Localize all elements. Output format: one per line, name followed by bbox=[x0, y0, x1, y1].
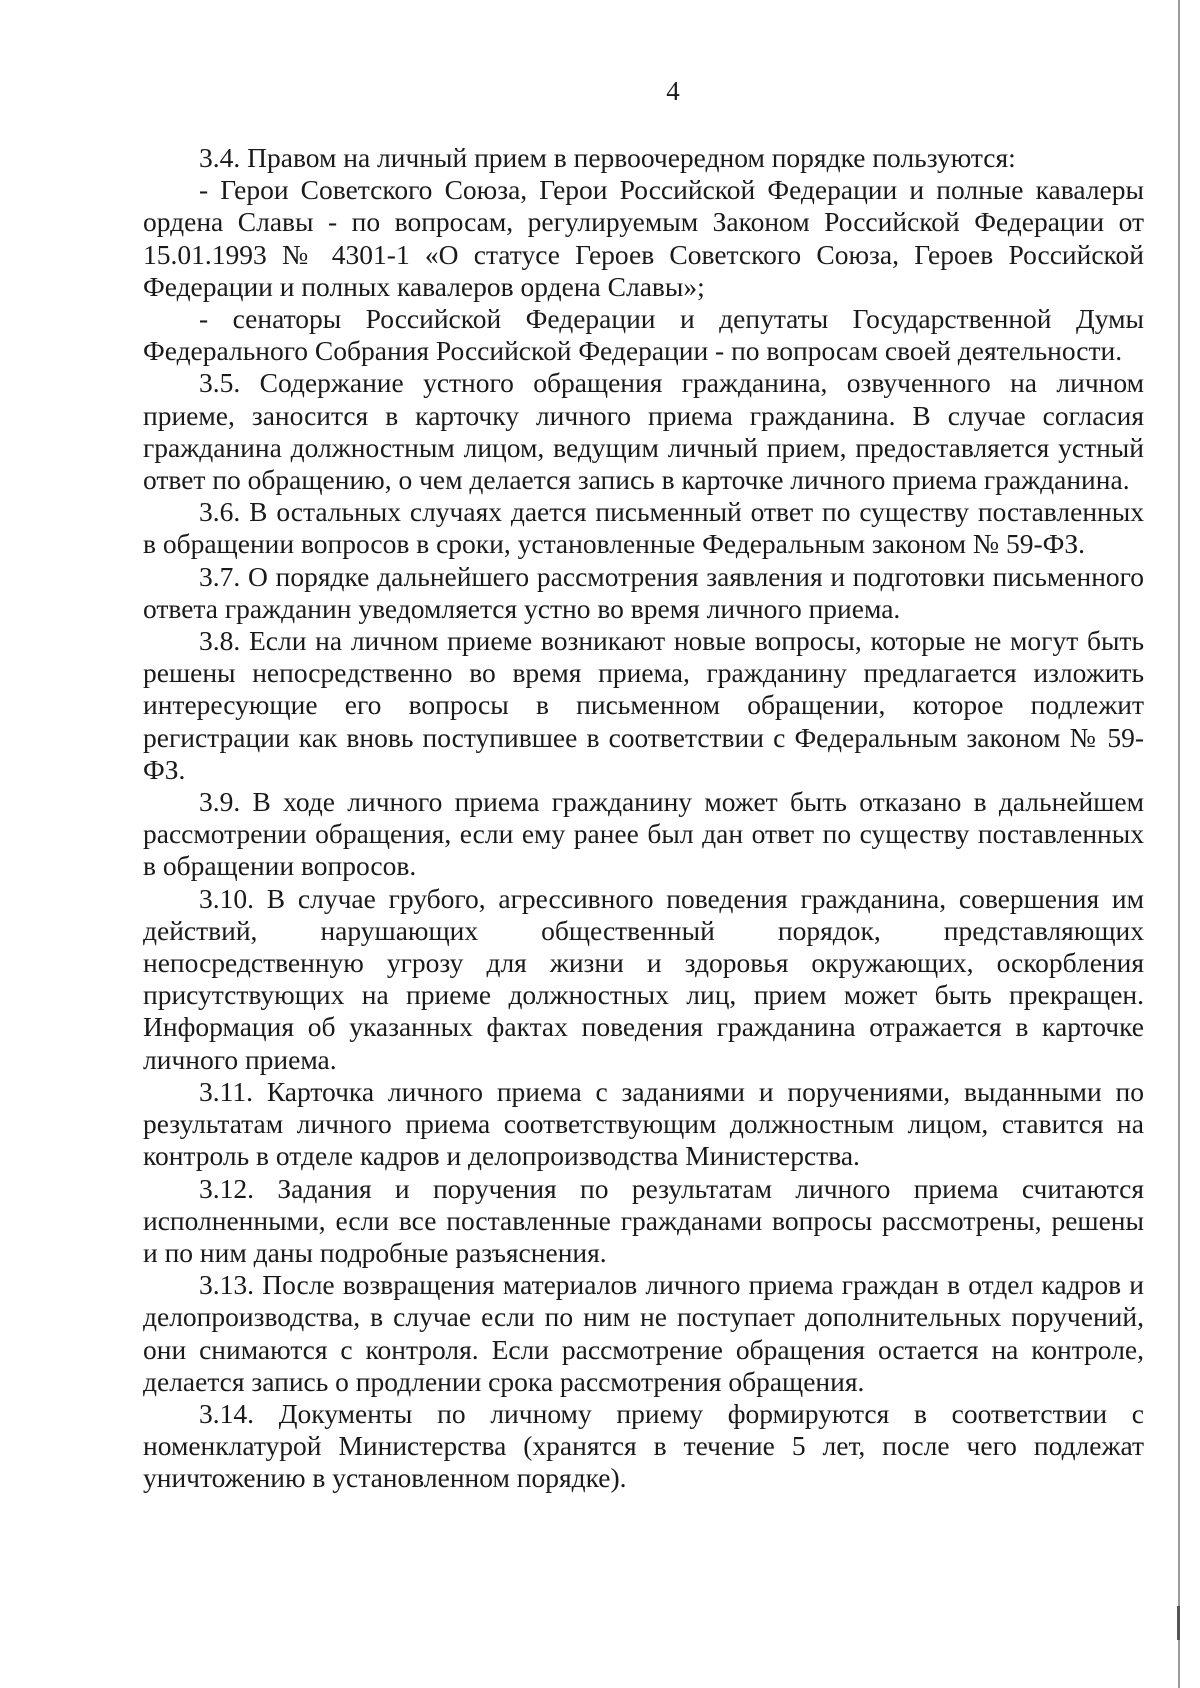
paragraph-3-5: 3.5. Содержание устного обращения гражданина, озвученного на личном приеме, заносится в карточку личного приема гражданина. В случае согласия гражданина должностным лицом, ведущим личный прием, предоставляется устный ответ по обращению, о чем делается запись в карточке личного приема гражданина. bbox=[143, 367, 1144, 496]
document-body bbox=[143, 142, 1144, 1495]
paragraph-3-8: 3.8. Если на личном приеме возникают новые вопросы, которые не могут быть решены непосредственно во время приема, гражданину предлагается изложить интересующие его вопросы в письменном обращении, которое подлежит регистрации как вновь поступившее в соответствии с Федеральным законом № 59-ФЗ. bbox=[143, 625, 1144, 785]
paragraph-3-4: 3.4. Правом на личный прием в первоочередном порядке пользуются: bbox=[199, 142, 1016, 173]
paragraph-3-4-senators: - сенаторы Российской Федерации и депутаты Государственной Думы Федерального Собрания Российской Федерации - по вопросам своей деятельности. bbox=[143, 303, 1144, 367]
paragraph-3-7: 3.7. О порядке дальнейшего рассмотрения заявления и подготовки письменного ответа гражданин уведомляется устно во время личного приема. bbox=[143, 560, 1144, 624]
scan-edge-mark bbox=[1177, 1606, 1180, 1640]
paragraph-3-6: 3.6. В остальных случаях дается письменный ответ по существу поставленных в обращении вопросов в сроки, установленные Федеральным законом № 59-ФЗ. bbox=[143, 496, 1144, 560]
scan-page-edge bbox=[1178, 0, 1180, 1688]
paragraph-3-9: 3.9. В ходе личного приема гражданину может быть отказано в дальнейшем рассмотрении обращения, если ему ранее был дан ответ по существу поставленных в обращении вопросов. bbox=[143, 786, 1144, 882]
paragraph-3-4-heroes: - Герои Советского Союза, Герои Российской Федерации и полные кавалеры ордена Славы - по вопросам, регулируемым Законом Российской Федерации от 15.01.1993 № 4301-1 «О статусе Героев Советского Союза, Героев Российской Федерации и полных кавалеров ордена Славы»; bbox=[143, 174, 1144, 302]
paragraph-3-13: 3.13. После возвращения материалов личного приема граждан в отдел кадров и делопроизводства, в случае если по ним не поступает дополнительных поручений, они снимаются с контроля. Если рассмотрение обращения остается на контроле, делается запись о продлении срока рассмотрения обращения. bbox=[143, 1269, 1144, 1397]
page-number: 4 bbox=[666, 76, 680, 106]
paragraph-3-11: 3.11. Карточка личного приема с заданиями и поручениями, выданными по результатам личного приема соответствующим должностным лицом, ставится на контроль в отделе кадров и делопроизводства Министерства. bbox=[143, 1075, 1144, 1172]
paragraph-3-12: 3.12. Задания и поручения по результатам личного приема считаются исполненными, если все поставленные гражданами вопросы рассмотрены, решены и по ним даны подробные разъяснения. bbox=[143, 1172, 1144, 1268]
paragraph-3-10: 3.10. В случае грубого, агрессивного поведения гражданина, совершения им действий, нарушающих общественный порядок, представляющих непосредственную угрозу для жизни и здоровья окружающих, оскорбления присутствующих на приеме должностных лиц, прием может быть прекращен. Информация об указанных фактах поведения гражданина отражается в карточке личного приема. bbox=[143, 882, 1144, 1075]
paragraph-3-14: 3.14. Документы по личному приему формируются в соответствии с номенклатурой Министерства (хранятся в течение 5 лет, после чего подлежат уничтожению в установленном порядке). bbox=[143, 1397, 1144, 1494]
